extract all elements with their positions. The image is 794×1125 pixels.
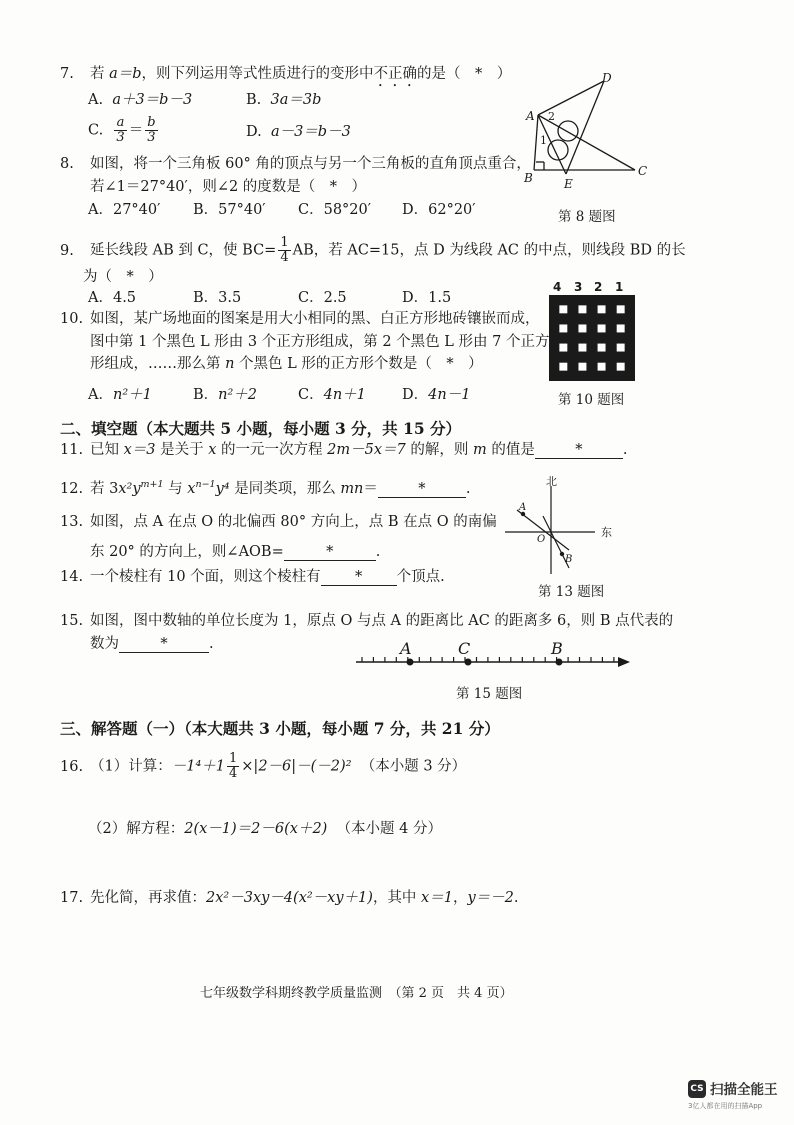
q7-number: 7. [60,66,74,82]
point-a [407,659,414,666]
fraction-a-over-3: $\frac{a}{3}$ [116,115,125,145]
fig10-white-tile [559,305,567,313]
q15-caption: 第 15 题图 [456,686,523,702]
fig10-white-tile [578,305,586,313]
emphasis-not-correct: 不正确 [373,66,418,82]
q14-number: 14. [60,569,84,585]
q8-option-c[interactable]: C．58°20′ [298,202,372,218]
fig13-a-label: A [519,502,527,513]
q7-option-a[interactable]: A. a＋3＝b－3 [88,92,193,108]
q8-option-d[interactable]: D．62°20′ [402,202,476,218]
fig13-east-label: 东 [601,526,612,539]
q9-option-a[interactable]: A．4.5 [88,290,137,306]
q8-option-b[interactable]: B．57°40′ [193,202,266,218]
fig10-label-3: 3 [574,280,583,294]
fig10-white-tile [578,324,586,332]
q15-answer-blank[interactable]: * [119,636,209,653]
q11: 11. 已知 x＝3 是关于 x 的一元一次方程 2m－5x＝7 的解，则 m 的值是 * . [60,442,628,458]
fig8-angle-1: 1 [540,134,547,147]
fig13-o-label: O [537,534,546,545]
q10-option-c[interactable]: C．4n＋1 [298,387,366,403]
q9-option-d[interactable]: D．1.5 [402,290,452,306]
point-c [465,659,472,666]
fig10-label-4: 4 [553,280,562,294]
q17-number: 17. [60,890,84,906]
q7-option-b[interactable]: B. 3a＝3b [246,92,322,108]
q8-line1: 8. 如图，将一个三角板 60° 角的顶点与另一个三角板的直角顶点重合， [60,156,531,172]
figure-15-number-line [350,636,636,676]
figure-10-l-tiles [546,278,638,382]
q7-stem: 7. 若 a＝b，则下列运用等式性质进行的变形中不正确的是（ * ） [60,66,512,82]
fraction-one-quarter: $\frac{1}{4}$ [280,235,289,265]
fig10-label-1: 1 [615,280,624,294]
fig10-white-tile [578,344,586,352]
q15-line2: 数为 * . [90,636,214,652]
fraction-b-over-3: $\frac{b}{3}$ [147,115,156,145]
q12-answer-blank[interactable]: * [378,481,466,498]
camscanner-logo-icon: CS [688,1080,706,1098]
q13-line1: 13. 如图，点 A 在点 O 的北偏西 80° 方向上，点 B 在点 O 的南偏 [60,514,497,530]
number-line-label-a: A [400,639,412,658]
q10-line2: 图中第 1 个黑色 L 形由 3 个正方形组成，第 2 个黑色 L 形由 7 个正方 [90,334,550,350]
fig10-white-tile [617,324,625,332]
q10-option-d[interactable]: D．4n－1 [402,387,471,403]
fig10-white-tile [598,344,606,352]
fig8-label-c: C [638,164,648,178]
figure-8-triangles [520,70,660,195]
q12: 12. 若 $3x^2y^{m+1}$ 与 $x^{n-1}y^4$ 是同类项，那么 mn＝ * . [60,479,471,497]
q16-part1: 16. （1）计算：－1⁴＋1 $\frac{1}{4}$ ×|2－6|－(－2)² （本小题 3 分） [60,751,467,781]
fraction-one-quarter-mixed: $\frac{1}{4}$ [229,751,238,781]
q16-part2: （2）解方程：2(x－1)＝2－6(x＋2) （本小题 4 分） [88,821,443,837]
q10-line3: 形组成，……那么第 n 个黑色 L 形的正方形个数是（ * ） [90,356,483,372]
fig10-white-tile [598,324,606,332]
q11-number: 11. [60,442,84,458]
fig13-b-label: B [565,554,573,565]
q8-option-a[interactable]: A．27°40′ [88,202,161,218]
fig8-angle-2: 2 [548,110,555,123]
fig10-white-tile [598,363,606,371]
q9-option-c[interactable]: C．2.5 [298,290,347,306]
number-line-arrow [618,657,630,667]
point-b [556,659,563,666]
q15-number: 15. [60,613,84,629]
q14-answer-blank[interactable]: * [321,569,397,586]
number-line-label-c: C [458,639,471,658]
q10-caption: 第 10 题图 [558,392,625,408]
fig10-label-2: 2 [594,280,603,294]
q15-line1: 15. 如图，图中数轴的单位长度为 1，原点 O 与点 A 的距离比 AC 的距离多 6，则 B 点代表的 [60,613,674,629]
fig13-north-label: 北 [546,475,557,488]
q9-number: 9. [60,242,74,259]
fig10-white-tile [559,344,567,352]
fig10-white-tile [617,344,625,352]
fig8-label-b: B [524,171,533,185]
fig8-label-d: D [602,71,612,85]
section-2-title: 二、填空题（本大题共 5 小题，每小题 3 分，共 15 分） [60,419,462,438]
number-line-label-b: B [551,639,563,658]
q8-caption: 第 8 题图 [558,209,616,225]
q7-option-d[interactable]: D. a－3＝b－3 [246,124,351,140]
q9-line2: 为（ * ） [83,269,163,285]
q13-number: 13. [60,514,84,530]
watermark-name: 扫描全能王 [710,1082,778,1098]
fig10-white-tile [598,305,606,313]
q14: 14. 一个棱柱有 10 个面，则这个棱柱有 * 个顶点. [60,569,445,585]
q8-number: 8. [60,156,74,172]
page-footer: 七年级数学科期终教学质量监测 （第 2 页 共 4 页） [200,986,513,1001]
fig8-label-e: E [564,177,573,191]
q10-option-b[interactable]: B．n²＋2 [193,387,258,403]
q10-option-a[interactable]: A．n²＋1 [88,387,152,403]
q11-answer-blank[interactable]: * [535,442,623,459]
section-3-title: 三、解答题（一）（本大题共 3 小题，每小题 7 分，共 21 分） [60,719,500,738]
fig8-label-a: A [526,109,535,123]
q10-number: 10. [60,311,84,327]
fig10-white-tile [559,324,567,332]
watermark-subtitle: 3亿人都在用的扫描App [688,1102,763,1110]
q10-line1: 10. 如图，某广场地面的图案是用大小相同的黑、白正方形地砖镶嵌而成， [60,311,540,327]
q12-number: 12. [60,480,84,497]
q9-line1: 9. 延长线段 AB 到 C，使 BC= $\frac{1}{4}$ AB，若 AC=15，点 D 为线段 AC 的中点，则线段 BD 的长 [60,235,686,265]
q13-caption: 第 13 题图 [538,584,605,600]
q16-number: 16. [60,758,84,775]
q13-line2: 东 20° 的方向上，则∠AOB= * . [90,544,381,560]
fig10-white-tile [617,305,625,313]
q17: 17. 先化简，再求值：2x²－3xy－4(x²－xy＋1)，其中 x＝1，y＝－2. [60,890,519,906]
q8-line2: 若∠1＝27°40′，则∠2 的度数是（ * ） [90,179,367,195]
figure-13-compass [495,474,625,574]
q13-answer-blank[interactable]: * [284,544,376,561]
fig10-white-tile [559,363,567,371]
fig10-white-tile [617,363,625,371]
fig10-white-tile [578,363,586,371]
q9-option-b[interactable]: B．3.5 [193,290,242,306]
q7-option-c[interactable]: C. $\frac{a}{3}$ ＝ $\frac{b}{3}$ [88,115,156,145]
